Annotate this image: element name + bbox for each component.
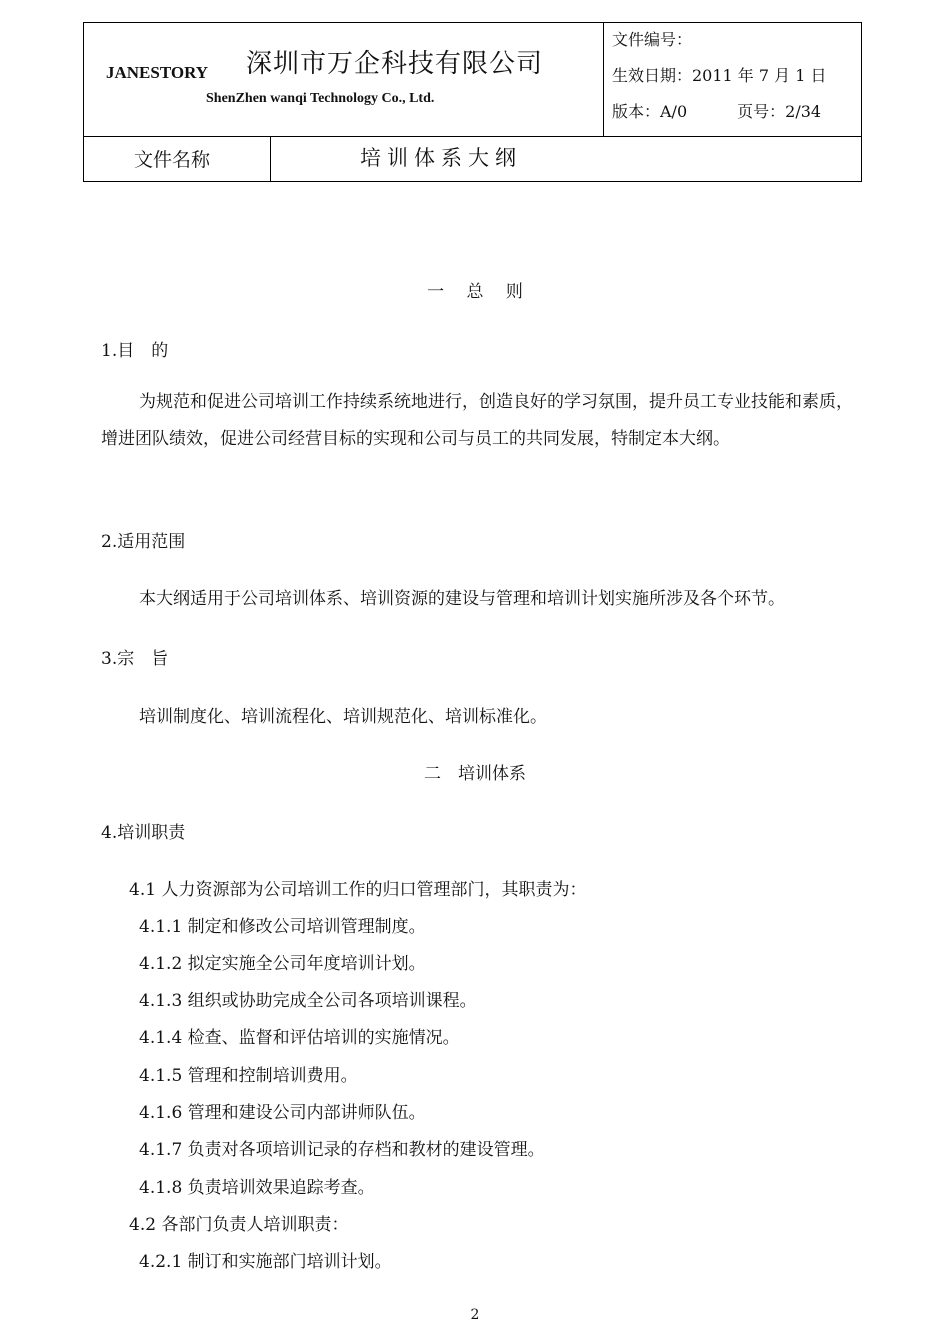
list-item: 4.1.7 负责对各项培训记录的存档和教材的建设管理。 xyxy=(139,1140,545,1160)
s3-paragraph: 培训制度化、培训流程化、培训规范化、培训标准化。 xyxy=(139,707,547,727)
doc-number-label: 文件编号： xyxy=(612,30,693,49)
list-item: 4.1.6 管理和建设公司内部讲师队伍。 xyxy=(139,1103,426,1123)
header-top-row xyxy=(84,23,861,137)
version: 版本：A/0 xyxy=(612,102,688,121)
section2-title: 二 培训体系 xyxy=(424,764,526,784)
s4-heading: 4.培训职责 xyxy=(101,823,186,843)
list-item: 4.2.1 制订和实施部门培训计划。 xyxy=(139,1252,392,1272)
list-item: 4.1.1 制定和修改公司培训管理制度。 xyxy=(139,917,426,937)
s1-heading: 1.目 的 xyxy=(101,341,169,361)
brand-name: JANESTORY xyxy=(106,63,209,82)
page-no: 页号：2/34 xyxy=(737,102,822,121)
docname-divider xyxy=(270,137,271,181)
s42-heading: 4.2 各部门负责人培训职责： xyxy=(129,1215,349,1235)
document-header-table xyxy=(83,22,862,182)
company-name-en: ShenZhen wanqi Technology Co., Ltd. xyxy=(206,91,435,106)
header-divider xyxy=(603,23,604,137)
s3-heading: 3.宗 旨 xyxy=(101,649,169,669)
effective-date: 生效日期：2011 年 7 月 1 日 xyxy=(612,66,827,85)
s1-paragraph: 为规范和促进公司培训工作持续系统地进行，创造良好的学习氛围，提升员工专业技能和素质，增进团队绩效，促进公司经营目标的实现和公司与员工的共同发展，特制定本大纲。 xyxy=(101,392,853,449)
list-item: 4.1.8 负责培训效果追踪考查。 xyxy=(139,1178,375,1198)
section1-title: 一 总 则 xyxy=(427,282,523,302)
list-item: 4.1.4 检查、监督和评估培训的实施情况。 xyxy=(139,1028,460,1048)
list-item: 4.1.3 组织或协助完成全公司各项培训课程。 xyxy=(139,991,477,1011)
s41-heading: 4.1 人力资源部为公司培训工作的归口管理部门，其职责为： xyxy=(129,880,587,900)
s2-heading: 2.适用范围 xyxy=(101,532,186,552)
page-number: 2 xyxy=(470,1307,480,1323)
company-name-cn: 深圳市万企科技有限公司 xyxy=(246,49,544,79)
list-item: 4.1.5 管理和控制培训费用。 xyxy=(139,1066,358,1086)
header-bottom-row xyxy=(84,137,861,181)
doc-name-label: 文件名称 xyxy=(134,149,211,171)
s2-paragraph: 本大纲适用于公司培训体系、培训资源的建设与管理和培训计划实施所涉及各个环节。 xyxy=(139,589,785,609)
version-page-line xyxy=(612,99,821,122)
doc-name: 培训体系大纲 xyxy=(360,146,522,170)
list-item: 4.1.2 拟定实施全公司年度培训计划。 xyxy=(139,954,426,974)
